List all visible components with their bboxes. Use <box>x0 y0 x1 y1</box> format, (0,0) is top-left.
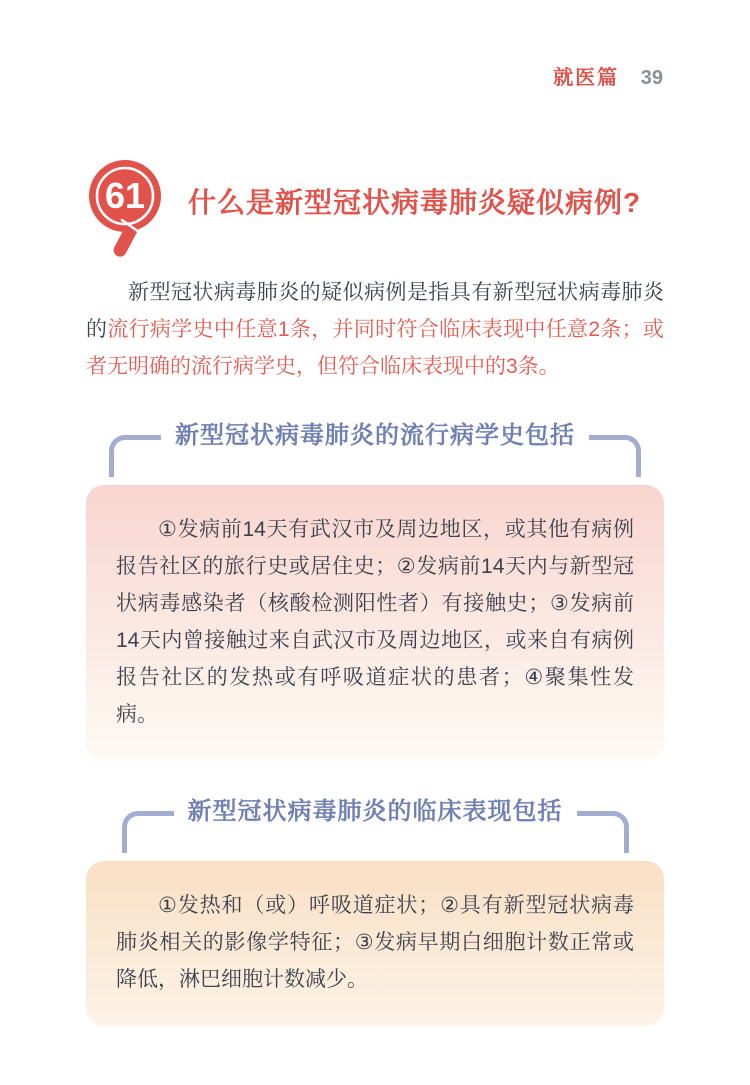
intro-paragraph <box>86 274 664 385</box>
page-number: 39 <box>640 67 663 89</box>
page-header <box>0 0 750 90</box>
left-bracket-decoration <box>122 811 174 853</box>
section-epidemiology <box>0 419 750 761</box>
right-bracket-decoration <box>577 811 629 853</box>
question-number: 61 <box>104 175 146 216</box>
left-bracket-decoration <box>109 435 161 477</box>
info-box-clinical <box>86 861 664 1026</box>
info-box-epidemiology <box>86 485 664 761</box>
intro-definition-text: 新型冠状病毒肺炎的疑似病例是指具有新型冠状病毒肺炎的 <box>86 281 664 341</box>
section-clinical <box>0 795 750 1026</box>
section-heading-text: 新型冠状病毒肺炎的流行病学史包括 <box>175 422 575 449</box>
chapter-label: 就医篇 <box>553 67 620 89</box>
right-bracket-decoration <box>589 435 641 477</box>
info-box-text: ①发热和（或）呼吸道症状；②具有新型冠状病毒肺炎相关的影像学特征；③发病早期白细胞计数正常或降低，淋巴细胞计数减少。 <box>116 894 634 991</box>
section-heading-text: 新型冠状病毒肺炎的临床表现包括 <box>187 798 563 825</box>
info-box-text: ①发病前14天有武汉市及周边地区，或其他有病例报告社区的旅行史或居住史；②发病前14天内与新型冠状病毒感染者（核酸检测阳性者）有接触史；③发病前14天内曾接触过来自武汉市及周边地区，或来自有病例报告社区的发热或有呼吸道症状的患者；④聚集性发病。 <box>116 518 634 726</box>
question-title: 什么是新型冠状病毒肺炎疑似病例? <box>188 187 642 218</box>
question-header <box>88 160 690 260</box>
section-heading-clinical <box>0 795 750 853</box>
section-heading-epidemiology <box>0 419 750 477</box>
intro-criteria-text: 流行病学史中任意1条，并同时符合临床表现中任意2条；或者无明确的流行病学史，但符合临床表现中的3条。 <box>86 318 665 378</box>
question-number-badge <box>88 160 166 260</box>
